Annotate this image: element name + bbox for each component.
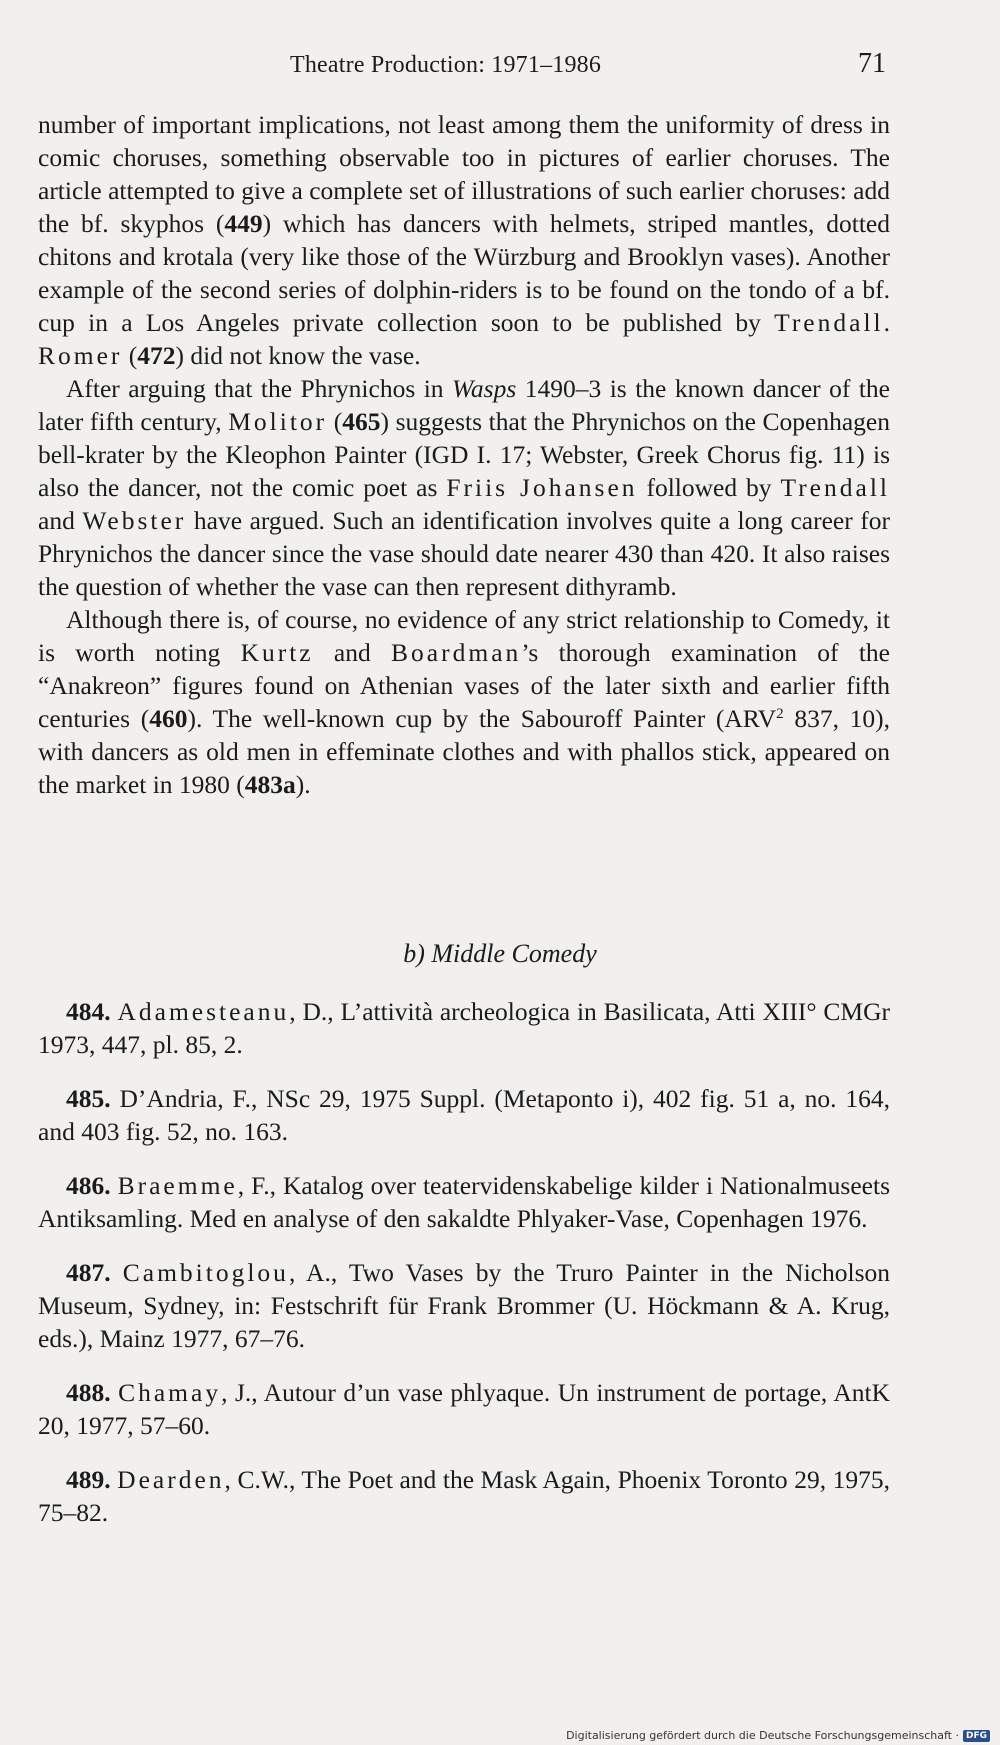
entry-text: , F., Katalog over teatervidenskabelige kilder i Nationalmuseets Antiksamling. Med en analyse of den sakaldte Phlyaker-Vase, Copenhagen 1976. <box>38 1171 890 1233</box>
entry-text: , A., Two Vases by the Truro Painter in the Nicholson Museum, Sydney, in: Festschrift für Frank Brommer (U. Höckmann & A. Krug, eds.), Mainz 1977, 67–76. <box>38 1258 890 1353</box>
page-number: 71 <box>858 48 886 79</box>
bibliography-entry <box>38 1082 890 1148</box>
bibliography-entry <box>38 1256 890 1355</box>
bibliography-entry <box>38 1169 890 1235</box>
author-name: Webster <box>82 506 187 535</box>
item-reference: 460 <box>149 704 188 733</box>
work-title: Wasps <box>452 374 517 403</box>
text-run: ). <box>295 770 311 799</box>
author-name: Boardman <box>391 638 522 667</box>
text-run: After arguing that the Phrynichos in <box>66 374 453 403</box>
superscript: 2 <box>776 706 784 722</box>
entry-text: , J., Autour d’un vase phlyaque. Un instrument de portage, AntK 20, 1977, 57–60. <box>38 1378 891 1440</box>
text-run: ’s thorough examination of the “Anakreon” figures found on Athenian vases of the later sixth and earlier fifth centuries ( <box>38 638 890 733</box>
entry-number: 489. <box>66 1465 111 1494</box>
author-name: Friis Johansen <box>446 473 638 502</box>
entry-text: , F., NSc 29, 1975 Suppl. (Metaponto i), 402 fig. 51 a, no. 164, and 403 fig. 52, no. 163. <box>38 1084 891 1146</box>
item-reference: 483a <box>244 770 296 799</box>
digitization-footer <box>566 1729 990 1742</box>
author-name: Kurtz <box>240 638 314 667</box>
author-name: Trendall <box>780 473 890 502</box>
text-run: followed by <box>637 473 781 502</box>
dfg-logo: DFG <box>963 1730 990 1742</box>
author-name: Molitor <box>228 407 328 436</box>
text-run: and <box>38 506 83 535</box>
footer-text: Digitalisierung gefördert durch die Deutsche Forschungsgemeinschaft · <box>566 1729 959 1742</box>
entry-author: Dearden <box>117 1465 225 1494</box>
entry-number: 488. <box>66 1378 111 1407</box>
paragraph-1 <box>38 108 890 372</box>
entry-author: Chamay <box>118 1378 222 1407</box>
text-run: have argued. Such an identification involves quite a long career for Phrynichos the dancer since the vase should date nearer 430 than 420. It also raises the question of whether the vase can then represent dithyramb. <box>38 506 890 601</box>
running-header <box>0 46 1000 86</box>
entry-author: D’Andria <box>119 1084 218 1113</box>
bibliography-entry <box>38 995 890 1061</box>
entry-author: Adamesteanu <box>117 997 290 1026</box>
paragraph-2 <box>38 372 890 603</box>
entry-text: , D., L’attività archeologica in Basilicata, Atti XIII° CMGr 1973, 447, pl. 85, 2. <box>38 997 890 1059</box>
running-title: Theatre Production: 1971–1986 <box>290 52 602 78</box>
paragraph-3 <box>38 603 890 801</box>
bibliography-entry <box>38 1463 890 1529</box>
author-name: Romer <box>38 341 123 370</box>
entry-number: 485. <box>66 1084 111 1113</box>
entry-number: 484. <box>66 997 111 1026</box>
item-reference: 449 <box>224 209 263 238</box>
author-name: Trendall <box>774 308 884 337</box>
body-text <box>38 108 890 801</box>
bibliography-entry <box>38 1376 890 1442</box>
text-run: number of important implications, not least among them the uniformity of dress in comic choruses, something observable too in pictures of earlier choruses. The article attempted to give a complete set of illustrations of such earlier choruses: add the bf. skyphos ( <box>38 110 890 238</box>
text-run: ) which has dancers with helmets, striped mantles, dotted chitons and krotala (very like those of the Würzburg and Brooklyn vases). Another example of the second series of dolphin-riders is to be found on the tondo of a bf. cup in a Los Angeles private collection soon to be published by <box>38 209 891 337</box>
item-reference: 472 <box>137 341 176 370</box>
text-run: 837, 10), with dancers as old men in effeminate clothes and with phallos stick, appeared on the market in 1980 ( <box>38 704 890 799</box>
text-run: ( <box>327 407 343 436</box>
entry-author: Cambitoglou <box>122 1258 289 1287</box>
text-run: ( <box>122 341 138 370</box>
bibliography-list <box>38 995 890 1550</box>
entry-text: , C.W., The Poet and the Mask Again, Phoenix Toronto 29, 1975, 75–82. <box>38 1465 890 1527</box>
entry-number: 486. <box>66 1171 111 1200</box>
text-run: ). The well-known cup by the Sabouroff Painter (ARV <box>187 704 777 733</box>
text-run: ) suggests that the Phrynichos on the Copenhagen bell-krater by the Kleophon Painter (IGD I. 17; Webster, Greek Chorus fig. 11) is also the dancer, not the comic poet as <box>38 407 890 502</box>
text-run: 1490–3 is the known dancer of the later fifth century, <box>38 374 890 436</box>
text-run: Although there is, of course, no evidence of any strict relationship to Comedy, it is worth noting <box>38 605 890 667</box>
item-reference: 465 <box>342 407 381 436</box>
entry-author: Braemme <box>117 1171 238 1200</box>
section-heading: b) Middle Comedy <box>403 939 597 968</box>
entry-number: 487. <box>66 1258 111 1287</box>
text-run: ) did not know the vase. <box>175 341 421 370</box>
text-run: and <box>313 638 392 667</box>
text-run: . <box>883 308 890 337</box>
